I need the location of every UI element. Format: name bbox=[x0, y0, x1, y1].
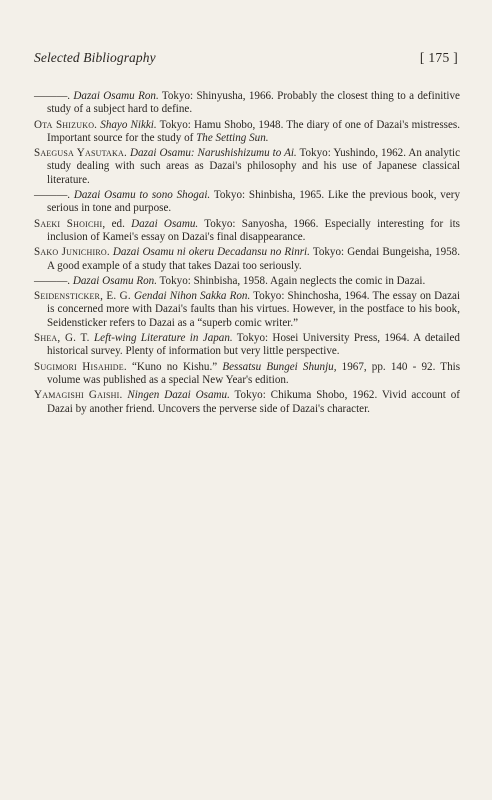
entry-title: Bessatsu Bungei Shunju, bbox=[222, 360, 337, 373]
entry-title: Left-wing Literature in Japan. bbox=[93, 332, 233, 345]
page-header bbox=[34, 50, 458, 70]
bibliography-entry bbox=[34, 290, 460, 330]
bibliography-entry bbox=[34, 389, 460, 416]
entry-annotation: 1967, pp. 140 - 92. This volume was published as a special New Year's edition. bbox=[47, 360, 461, 386]
bibliography-entry bbox=[34, 218, 460, 245]
bibliography-entry bbox=[34, 332, 460, 359]
bibliography-entry bbox=[34, 246, 460, 273]
entry-author: Saegusa Yasutaka. bbox=[34, 147, 127, 160]
entry-annotation: Tokyo: Shinbisha, 1958. Again neglects the comic in Dazai. bbox=[156, 274, 426, 287]
entry-title: Dazai Osamu. bbox=[131, 217, 199, 230]
entry-annotation: Tokyo: Shinchosha, 1964. The essay on Dazai is concerned more with Dazai's faults than his virtues. However, in the postface to his book, Seidensticker refers to Dazai as a “superb comic writer.” bbox=[47, 290, 461, 329]
bibliography-entry bbox=[34, 189, 460, 216]
entry-title: Shayo Nikki. bbox=[100, 118, 157, 131]
entry-annotation: Tokyo: Hamu Shobo, 1948. The diary of one of Dazai's mistresses. Important source for the study of bbox=[47, 118, 461, 144]
entry-annotation: Tokyo: Yushindo, 1962. An analytic study dealing with such areas as Dazai's philosophy and his use of Japanese classical literature. bbox=[47, 147, 461, 186]
entry-annotation: Tokyo: Chikuma Shobo, 1962. Vivid account of Dazai by another friend. Uncovers the perverse side of Dazai's character. bbox=[47, 389, 460, 415]
running-title: Selected Bibliography bbox=[34, 50, 156, 65]
entry-annotation: Tokyo: Shinyusha, 1966. Probably the closest thing to a definitive study of a subject hard to define. bbox=[47, 90, 460, 116]
entry-author: Sako Junichiro. bbox=[34, 246, 110, 259]
entry-editor-note: ed. bbox=[105, 217, 132, 230]
entry-title: Dazai Osamu ni okeru Decadansu no Rinri. bbox=[112, 246, 310, 259]
entry-author: Shea, G. T. bbox=[34, 332, 90, 345]
entry-article-title: “Kuno no Kishu.” bbox=[126, 360, 223, 373]
entry-title: Dazai Osamu to sono Shogai. bbox=[73, 189, 211, 202]
bibliography-entry bbox=[34, 119, 460, 146]
bibliography-entry bbox=[34, 275, 460, 288]
entry-author: ———. bbox=[34, 274, 71, 287]
entry-author: Saeki Shoichi, bbox=[34, 217, 106, 230]
entry-author: ———. bbox=[34, 90, 71, 102]
entry-annotation: Tokyo: Sanyosha, 1966. Especially interesting for its inclusion of Kamei's essay on Dazai's final disappearance. bbox=[47, 217, 460, 243]
bibliography-entry bbox=[34, 90, 460, 117]
bibliography-entry bbox=[34, 147, 460, 187]
entry-author: ———. bbox=[34, 189, 71, 202]
entry-author: Seidensticker, E. G. bbox=[34, 290, 131, 303]
entry-annotation: Tokyo: Shinbisha, 1965. Like the previous book, very serious in tone and purpose. bbox=[47, 189, 460, 215]
entry-title: Dazai Osamu: Narushishizumu to Ai. bbox=[129, 147, 297, 160]
entry-annotation: Tokyo: Gendai Bungeisha, 1958. A good example of a study that takes Dazai too seriously. bbox=[47, 246, 460, 272]
entry-author: Yamagishi Gaishi. bbox=[34, 389, 123, 402]
entry-title: Ningen Dazai Osamu. bbox=[127, 389, 230, 402]
entry-title: Dazai Osamu Ron. bbox=[72, 274, 157, 287]
page-number: [ 175 ] bbox=[419, 50, 458, 65]
bibliography-entry bbox=[34, 361, 460, 388]
entry-title-secondary: The Setting Sun. bbox=[196, 131, 269, 144]
bibliography-list bbox=[34, 90, 460, 418]
entry-annotation: Tokyo: Hosei University Press, 1964. A detailed historical survey. Plenty of information but very little perspective. bbox=[47, 332, 460, 358]
entry-title: Dazai Osamu Ron. bbox=[73, 90, 159, 102]
entry-author: Ota Shizuko. bbox=[34, 118, 98, 131]
entry-title: Gendai Nihon Sakka Ron. bbox=[133, 290, 251, 303]
entry-author: Sugimori Hisahide. bbox=[34, 360, 127, 373]
